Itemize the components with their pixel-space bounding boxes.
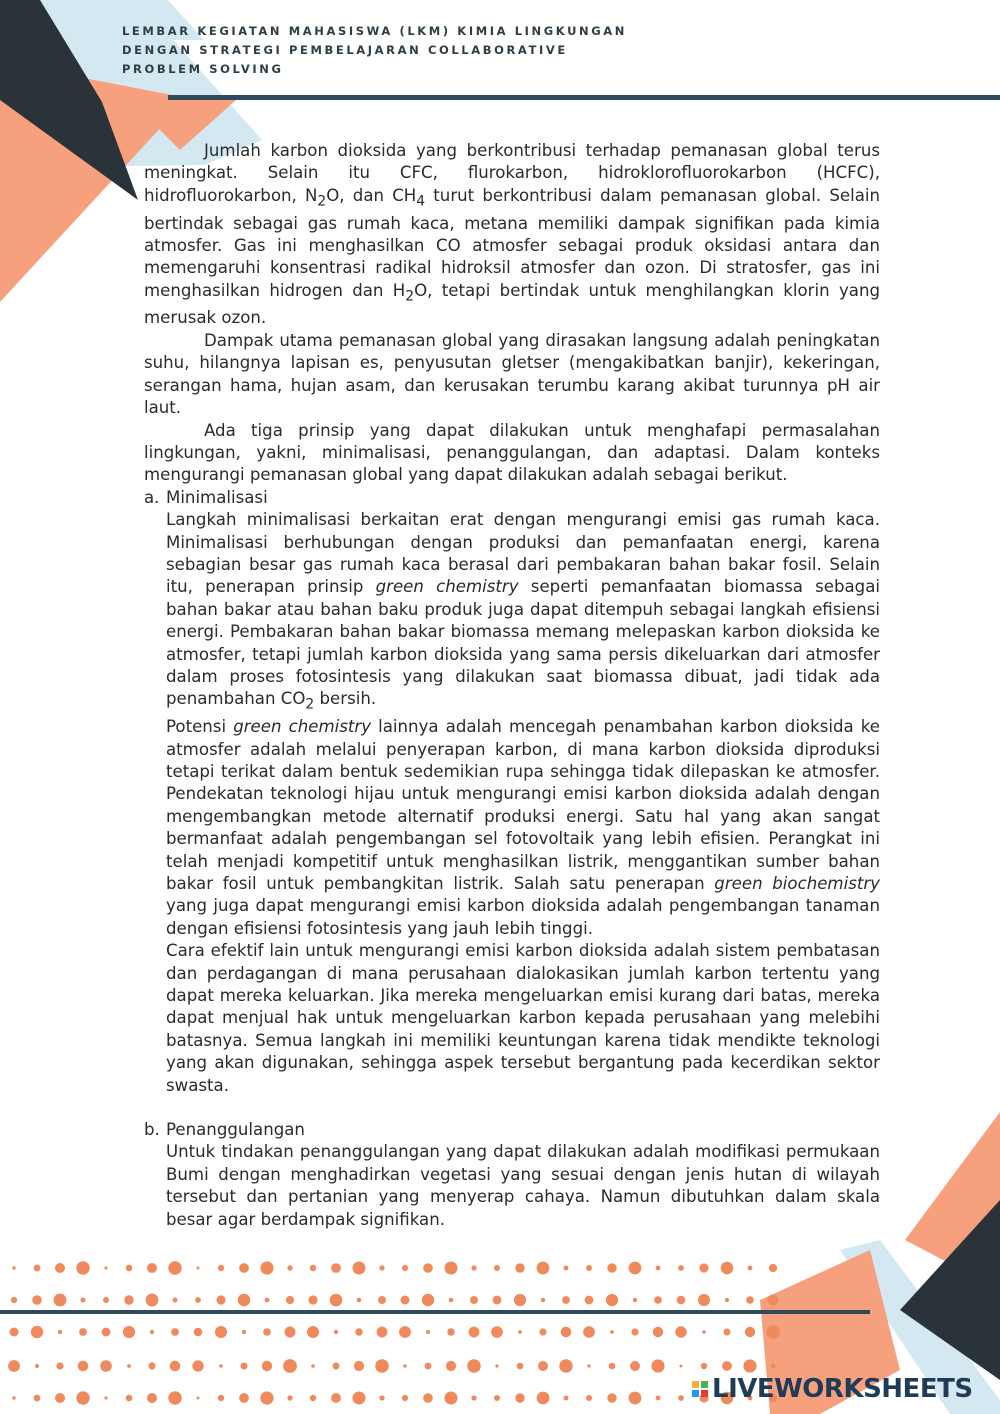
deco-dot xyxy=(377,1327,388,1338)
deco-dot xyxy=(331,1393,341,1403)
deco-dot xyxy=(748,1266,753,1271)
deco-dot xyxy=(194,1328,203,1337)
deco-dot xyxy=(607,1393,616,1402)
deco-dot xyxy=(103,1297,109,1303)
deco-dot xyxy=(425,1363,432,1370)
header-line-3: PROBLEM SOLVING xyxy=(122,62,284,76)
deco-dot xyxy=(583,1326,595,1338)
logo-text: LIVEWORKSHEETS xyxy=(712,1374,973,1404)
deco-dot xyxy=(559,1359,572,1372)
deco-dot xyxy=(770,1363,775,1368)
deco-dot xyxy=(587,1364,590,1367)
deco-dot xyxy=(678,1265,684,1271)
deco-dot xyxy=(494,1395,500,1401)
deco-dot xyxy=(633,1298,637,1302)
paragraph-3: Ada tiga prinsip yang dapat dilakukan untuk menghafapi permasalahan lingkungan, yakni, minimalisasi, penanggulangan, dan adaptasi. Dalam konteks mengurangi pemanasan global yang dapat dilakukan adalah sebagai berikut. xyxy=(144,420,880,485)
deco-dot xyxy=(241,1363,248,1370)
deco-dot xyxy=(609,1363,616,1370)
section-b-title: Penanggulangan xyxy=(166,1120,305,1139)
deco-dot xyxy=(610,1330,614,1334)
header-divider-line xyxy=(168,95,1000,100)
deco-dot xyxy=(308,1295,317,1304)
section-a-paragraph-1: Langkah minimalisasi berkaitan erat dengan mengurangi emisi gas rumah kaca. Minimalisasi berhubungan dengan produksi dan pemanfaatan energi, karena sebagian besar gas rumah kaca berasal dari pembakaran bahan bakar fosil. Selain itu, penerapan prinsip green chemistry seperti pemanfaatan biomassa sebagai bahan bakar atau bahan baku produk juga dapat ditempuh sebagai langkah efisiensi energi. Pembakaran bahan bakar biomassa memang melepaskan karbon dioksida ke atmosfer, tetapi jumlah karbon dioksida yang sama persis dikeluarkan dari atmosfer dalam proses fotosintesis yang dilakukan saat biomassa dibuat, jadi tidak ada penambahan $CO_2$ bersih. xyxy=(166,510,880,713)
deco-dot xyxy=(287,1265,292,1270)
deco-dot xyxy=(310,1395,316,1401)
deco-dot xyxy=(746,1296,754,1304)
section-spacer xyxy=(144,1097,880,1119)
deco-dot xyxy=(127,1364,131,1368)
header-line-1: LEMBAR KEGIATAN MAHASISWA (LKM) KIMIA LINGKUNGAN xyxy=(122,24,628,38)
deco-dot xyxy=(218,1265,224,1271)
deco-dot xyxy=(262,1361,272,1371)
deco-dot xyxy=(399,1326,411,1338)
deco-dot xyxy=(215,1326,227,1338)
section-a-paragraph-2: Potensi green chemistry lainnya adalah mencegah penambahan karbon dioksida ke atmosfer adalah melalui penyerapan karbon, di mana karbon dioksida diproduksi tetapi terikat dalam bentuk sedemikian rupa sehingga tidak dilepaskan ke atmosfer. Pendekatan teknologi hijau untuk mengurangi emisi karbon dioksida adalah dengan mengembangkan metode alternatif produksi energi. Satu hal yang akan sangat bermanfaat adalah pengembangan sel fotovoltaik yang lebih efisien. Perangkat ini telah menjadi kompetitif untuk menghasilkan listrik, menggantikan sumber bahan bakar fosil untuk pembangkitan listrik. Salah satu penerapan green biochemistry yang juga dapat mengurangi emisi karbon dioksida adalah pengembangan tanaman dengan efisiensi fotosintesis yang jauh lebih tinggi. xyxy=(166,717,880,938)
deco-dot xyxy=(675,1326,686,1337)
deco-dot xyxy=(564,1396,569,1401)
deco-dot xyxy=(260,1261,273,1274)
deco-dot xyxy=(379,1265,384,1270)
header-line-2: DENGAN STRATEGI PEMBELAJARAN COLLABORATIVE xyxy=(122,43,568,57)
deco-dot xyxy=(11,1297,17,1303)
deco-dot xyxy=(515,1263,524,1272)
deco-dot xyxy=(146,1294,159,1307)
deco-dot xyxy=(677,1296,686,1305)
deco-dot xyxy=(353,1262,366,1275)
deco-dot xyxy=(743,1359,756,1372)
deco-dot xyxy=(631,1328,638,1335)
deco-dot xyxy=(656,1396,661,1401)
deco-dot xyxy=(104,1396,107,1399)
deco-dot xyxy=(263,1328,271,1336)
deco-dot xyxy=(353,1392,366,1405)
deco-dot xyxy=(402,1265,408,1271)
deco-dot xyxy=(446,1361,456,1371)
section-a-heading xyxy=(144,487,880,509)
deco-dot xyxy=(606,1294,618,1306)
logo-squares-icon xyxy=(692,1381,708,1397)
deco-dot xyxy=(334,1330,338,1334)
deco-dot xyxy=(126,1395,133,1402)
section-a-marker: a. xyxy=(144,487,160,507)
deco-dot xyxy=(722,1361,732,1371)
deco-dot xyxy=(518,1330,522,1334)
deco-dot xyxy=(219,1364,223,1368)
deco-dot xyxy=(701,1363,707,1369)
deco-dot xyxy=(197,1397,200,1400)
deco-dot xyxy=(147,1393,157,1403)
deco-dot xyxy=(378,1296,386,1304)
deco-dot xyxy=(517,1363,524,1370)
deco-dot xyxy=(539,1328,546,1335)
deco-dot xyxy=(402,1395,408,1401)
deco-dot xyxy=(515,1393,524,1402)
deco-dot xyxy=(745,1327,755,1337)
section-b-heading xyxy=(144,1119,880,1141)
deco-dot xyxy=(495,1364,498,1367)
deco-dot xyxy=(265,1298,270,1303)
liveworksheets-logo[interactable] xyxy=(692,1374,973,1404)
deco-dot xyxy=(423,1393,433,1403)
deco-dot xyxy=(307,1326,319,1338)
deco-dot xyxy=(401,1296,410,1305)
deco-dot xyxy=(494,1265,500,1271)
deco-dot xyxy=(769,1264,777,1272)
section-b-marker: b. xyxy=(144,1120,160,1139)
deco-dot xyxy=(283,1359,297,1373)
deco-dot xyxy=(445,1392,458,1405)
deco-dot xyxy=(766,1325,780,1339)
deco-dot xyxy=(651,1359,664,1372)
deco-dot xyxy=(171,1328,179,1336)
deco-dot xyxy=(422,1294,434,1306)
deco-dot xyxy=(493,1296,502,1305)
paragraph-1: Jumlah karbon dioksida yang berkontribusi terhadap pemanasan global terus meningkat. Selain itu CFC, flurokarbon, hidroklorofluorokarbon (HCFC), hidrofluorokarbon, $N_2O$, dan $CH_4$ turut berkontribusi dalam pemanasan global. Selain bertindak sebagai gas rumah kaca, metana memiliki dampak signifikan pada kimia atmosfer. Gas ini menghasilkan CO atmosfer sebagai produk oksidasi antara dan memengaruhi konsentrasi radikal hidroksil atmosfer dan ozon. Di stratosfer, gas ini menghasilkan hidrogen dan $H_2O$, tetapi bertindak untuk menghilangkan klorin yang merusak ozon. xyxy=(144,141,881,328)
deco-dot xyxy=(629,1392,642,1405)
deco-dot xyxy=(426,1330,430,1334)
paragraph-2: Dampak utama pemanasan global yang dirasakan langsung adalah peningkatan suhu, hilangnya lapisan es, penyusutan gletser (mengakibatkan banjir), kekeringan, serangan hama, hujan asam, dan kerusakan terumbu karang akibat turunnya pH air laut. xyxy=(144,330,880,418)
deco-dot xyxy=(147,1263,157,1273)
deco-dot xyxy=(79,1328,87,1336)
deco-dot xyxy=(148,1362,155,1369)
deco-dot xyxy=(469,1327,480,1338)
deco-dot xyxy=(538,1361,548,1371)
deco-dot xyxy=(310,1265,316,1271)
deco-dot xyxy=(197,1267,200,1270)
deco-dot xyxy=(585,1296,594,1305)
deco-dot xyxy=(537,1392,550,1405)
deco-dot xyxy=(126,1265,133,1272)
deco-dot xyxy=(12,1266,15,1269)
deco-dot xyxy=(32,1295,42,1305)
deco-dot xyxy=(702,1330,706,1334)
deco-dot xyxy=(586,1265,592,1271)
deco-dot xyxy=(491,1326,503,1338)
deco-dot xyxy=(173,1298,178,1303)
deco-dot xyxy=(447,1328,454,1335)
deco-dot xyxy=(285,1327,296,1338)
deco-dot xyxy=(218,1395,224,1401)
deco-dot xyxy=(195,1297,201,1303)
deco-dot xyxy=(54,1294,67,1307)
deco-dot xyxy=(471,1395,476,1400)
deco-dot xyxy=(168,1391,181,1404)
deco-dot xyxy=(168,1261,181,1274)
deco-dot xyxy=(654,1296,662,1304)
deco-dot xyxy=(724,1329,731,1336)
deco-dot xyxy=(78,1361,89,1372)
deco-dot xyxy=(34,1395,41,1402)
deco-dot xyxy=(170,1361,181,1372)
deco-dot xyxy=(698,1294,710,1306)
deco-dot xyxy=(355,1328,362,1335)
deco-dot xyxy=(699,1263,708,1272)
deco-dot xyxy=(12,1396,15,1399)
deco-dot xyxy=(561,1327,572,1338)
deco-dot xyxy=(403,1364,406,1367)
deco-dot xyxy=(445,1262,458,1275)
deco-dot xyxy=(721,1262,734,1275)
deco-dot xyxy=(216,1295,225,1304)
deco-dot xyxy=(449,1298,454,1303)
deco-dot xyxy=(239,1393,249,1403)
deco-dot xyxy=(423,1263,433,1273)
deco-dot xyxy=(124,1295,133,1304)
deco-dot xyxy=(8,1360,20,1372)
deco-dot xyxy=(725,1298,729,1302)
deco-dot xyxy=(375,1359,389,1373)
deco-dot xyxy=(76,1261,89,1274)
deco-dot xyxy=(586,1395,592,1401)
deco-dot xyxy=(354,1361,364,1371)
deco-dot xyxy=(678,1395,684,1401)
deco-dot xyxy=(260,1391,273,1404)
deco-dot xyxy=(81,1298,86,1303)
deco-dot xyxy=(467,1359,481,1373)
deco-dot xyxy=(35,1364,39,1368)
deco-dot xyxy=(537,1262,550,1275)
document-body xyxy=(144,140,880,1231)
footer-divider-line xyxy=(0,1310,870,1314)
deco-dot xyxy=(58,1330,62,1334)
deco-dot xyxy=(607,1263,616,1272)
deco-dot xyxy=(31,1326,43,1338)
deco-dot xyxy=(150,1330,154,1334)
deco-dot xyxy=(514,1294,526,1306)
deco-dot xyxy=(238,1294,251,1307)
deco-dot xyxy=(470,1296,478,1304)
deco-dot xyxy=(242,1330,246,1334)
deco-dot xyxy=(287,1395,292,1400)
deco-dot xyxy=(56,1362,63,1369)
deco-dot xyxy=(330,1294,343,1307)
deco-dot xyxy=(768,1295,779,1306)
deco-dot xyxy=(100,1360,112,1372)
deco-dot xyxy=(55,1263,65,1273)
deco-dot xyxy=(680,1365,683,1368)
deco-dot xyxy=(286,1296,294,1304)
deco-dot xyxy=(629,1262,642,1275)
deco-dot xyxy=(104,1266,107,1269)
deco-dot xyxy=(357,1298,362,1303)
section-b-paragraph-1: Untuk tindakan penanggulangan yang dapat dilakukan adalah modifikasi permukaan Bumi dengan menghadirkan vegetasi yang sesuai dengan jenis hutan di wilayah tersebut dan pertanian yang menyerap cahaya. Namun dibutuhkan dalam skala besar agar berdampak signifikan. xyxy=(166,1142,880,1229)
deco-dot xyxy=(630,1361,640,1371)
deco-dot xyxy=(76,1391,89,1404)
deco-dot xyxy=(102,1328,111,1337)
section-a-paragraph-3: Cara efektif lain untuk mengurangi emisi karbon dioksida adalah sistem pembatasan dan perdagangan di mana perusahaan dialokasikan jumlah karbon tertentu yang dapat mereka keluarkan. Jika mereka mengeluarkan emisi kurang dari batas, mereka dapat menjual hak untuk mengeluarkan karbon kepada perusahaan yang melebihi batasnya. Semua langkah ini memiliki keuntungan karena tidak mendikte teknologi yang akan digunakan, sehingga aspek tersebut bergantung pada kecerdikan sektor swasta. xyxy=(166,941,880,1095)
footer-dot-pattern xyxy=(8,1261,780,1404)
worksheet-header xyxy=(122,22,627,79)
deco-dot xyxy=(34,1265,41,1272)
deco-dot xyxy=(192,1360,203,1371)
deco-dot xyxy=(10,1328,19,1337)
deco-dot xyxy=(562,1296,570,1304)
deco-dot xyxy=(333,1363,340,1370)
deco-dot xyxy=(55,1393,65,1403)
deco-dot xyxy=(123,1326,135,1338)
deco-dot xyxy=(311,1364,315,1368)
deco-dot xyxy=(656,1266,661,1271)
deco-dot xyxy=(653,1327,663,1337)
section-a-title: Minimalisasi xyxy=(166,487,268,507)
deco-dot xyxy=(564,1266,569,1271)
deco-dot xyxy=(331,1263,341,1273)
deco-dot xyxy=(379,1395,384,1400)
deco-dot xyxy=(471,1265,476,1270)
deco-dot xyxy=(541,1298,545,1302)
deco-dot xyxy=(239,1263,249,1273)
